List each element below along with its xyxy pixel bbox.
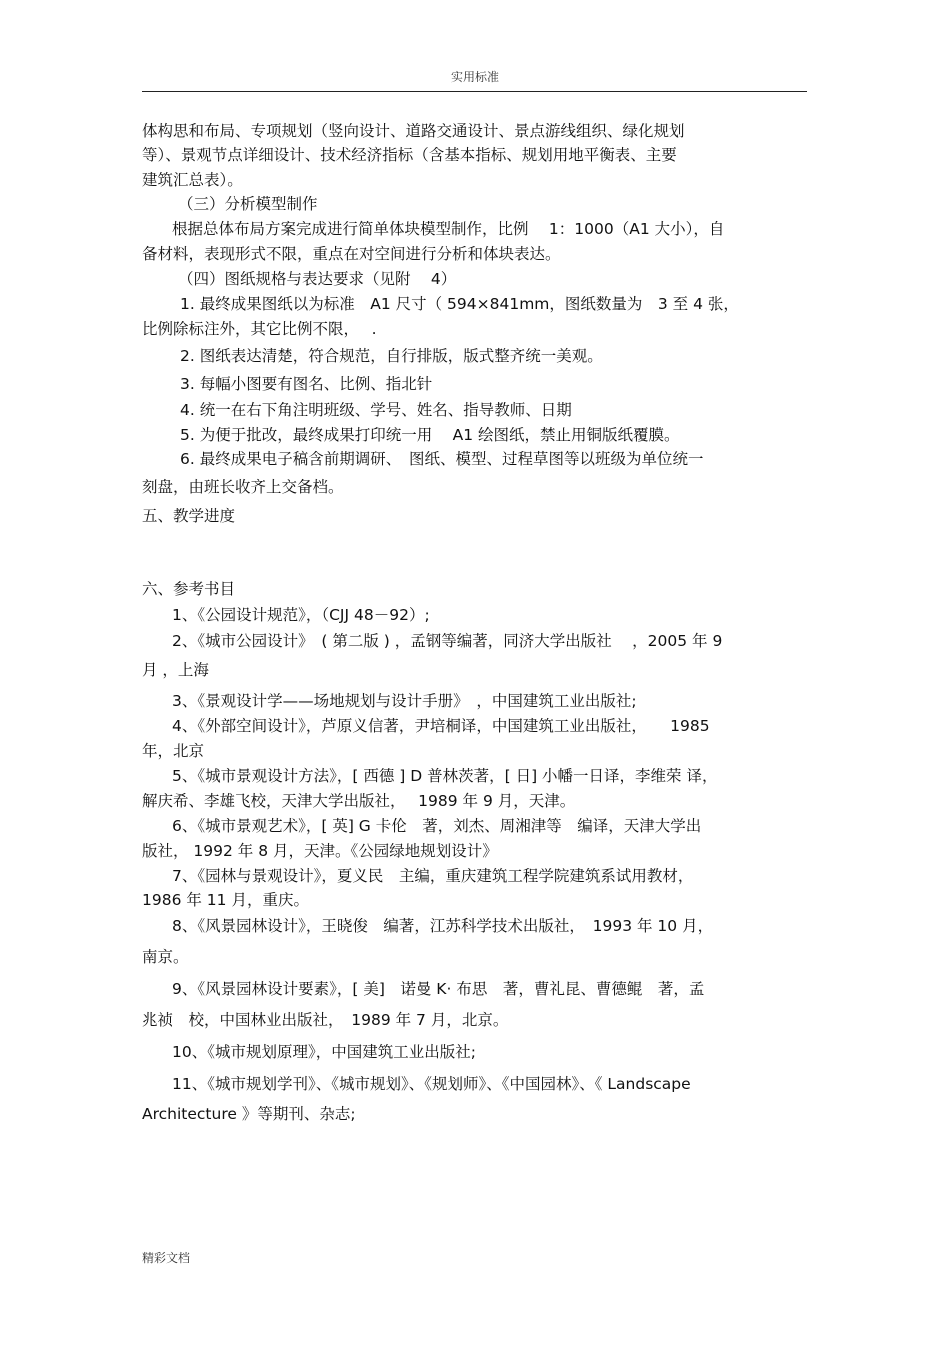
body-line: 根据总体布局方案完成进行简单体块模型制作，比例 1：1000（A1 大小），自 <box>172 220 725 238</box>
header-divider <box>142 91 807 92</box>
reference-line: 9、《风景园林设计要素》，[ 美] 诺曼 K· 布思 著，曹礼昆、曹德鲲 著，孟 <box>172 980 705 998</box>
body-line: 4. 统一在右下角注明班级、学号、姓名、指导教师、日期 <box>180 401 572 419</box>
reference-line: 8、《风景园林设计》，王晓俊 编著，江苏科学技术出版社， 1993 年 10 月， <box>172 917 714 935</box>
reference-line: 版社， 1992 年 8 月，天津。《公园绿地规划设计》 <box>142 842 498 860</box>
reference-line: 2、《城市公园设计》 ( 第二版 ) ，孟钢等编著，同济大学出版社 ，2005 年 9 <box>172 632 723 650</box>
reference-line: 月 ，上海 <box>142 661 209 679</box>
reference-line: 年，北京 <box>142 742 205 760</box>
body-line: 5. 为便于批改，最终成果打印统一用 A1 绘图纸，禁止用铜版纸覆膜。 <box>180 426 680 444</box>
body-line: 建筑汇总表）。 <box>142 171 243 189</box>
body-line: 2. 图纸表达清楚，符合规范，自行排版，版式整齐统一美观。 <box>180 347 603 365</box>
body-line: 6. 最终成果电子稿含前期调研、 图纸、模型、过程草图等以班级为单位统一 <box>180 450 704 468</box>
reference-line: 10、《城市规划原理》，中国建筑工业出版社; <box>172 1043 476 1061</box>
reference-line: 3、《景观设计学——场地规划与设计手册》 ，中国建筑工业出版社; <box>172 692 637 710</box>
section-heading: 六、参考书目 <box>142 580 236 598</box>
body-line: 刻盘，由班长收齐上交备档。 <box>142 478 344 496</box>
body-line: 等）、景观节点详细设计、技术经济指标（含基本指标、规划用地平衡表、主要 <box>142 146 677 164</box>
reference-line: 11、《城市规划学刊》、《城市规划》、《规划师》、《中国园林》、《 Landscape <box>172 1075 691 1093</box>
reference-line: 5、《城市景观设计方法》，[ 西德 ] D 普林茨著，[ 日] 小幡一日译，李维荣 译， <box>172 767 718 785</box>
reference-line: 兆祯 校，中国林业出版社， 1989 年 7 月，北京。 <box>142 1011 509 1029</box>
body-line: 1. 最终成果图纸以为标准 A1 尺寸（ 594×841mm，图纸数量为 3 至 4 张， <box>180 295 739 313</box>
reference-line: 南京。 <box>142 948 189 966</box>
body-line: 备材料，表现形式不限，重点在对空间进行分析和体块表达。 <box>142 245 561 263</box>
page-footer: 精彩文档 <box>142 1251 191 1265</box>
section-heading: （四）图纸规格与表达要求（见附 4） <box>178 270 457 288</box>
body-line: 体构思和布局、专项规划（竖向设计、道路交通设计、景点游线组织、绿化规划 <box>142 122 685 140</box>
reference-line: Architecture 》等期刊、杂志; <box>142 1105 356 1123</box>
reference-line: 解庆希、李雄飞校，天津大学出版社， 1989 年 9 月，天津。 <box>142 792 576 810</box>
page-header: 实用标准 <box>450 70 499 84</box>
reference-line: 7、《园林与景观设计》，夏义民 主编，重庆建筑工程学院建筑系试用教材， <box>172 867 694 885</box>
reference-line: 1986 年 11 月，重庆。 <box>142 891 309 909</box>
body-line: 3. 每幅小图要有图名、比例、指北针 <box>180 375 433 393</box>
reference-line: 6、《城市景观艺术》，[ 英] G 卡伦 著，刘杰、周湘津等 编译，天津大学出 <box>172 817 702 835</box>
section-heading: （三）分析模型制作 <box>178 195 318 213</box>
reference-line: 4、《外部空间设计》，芦原义信著，尹培桐译，中国建筑工业出版社， 1985 <box>172 717 710 735</box>
body-line: 比例除标注外，其它比例不限， . <box>142 320 377 338</box>
reference-line: 1、《公园设计规范》，（CJJ 48－92）; <box>172 606 430 624</box>
section-heading: 五、教学进度 <box>142 507 236 525</box>
